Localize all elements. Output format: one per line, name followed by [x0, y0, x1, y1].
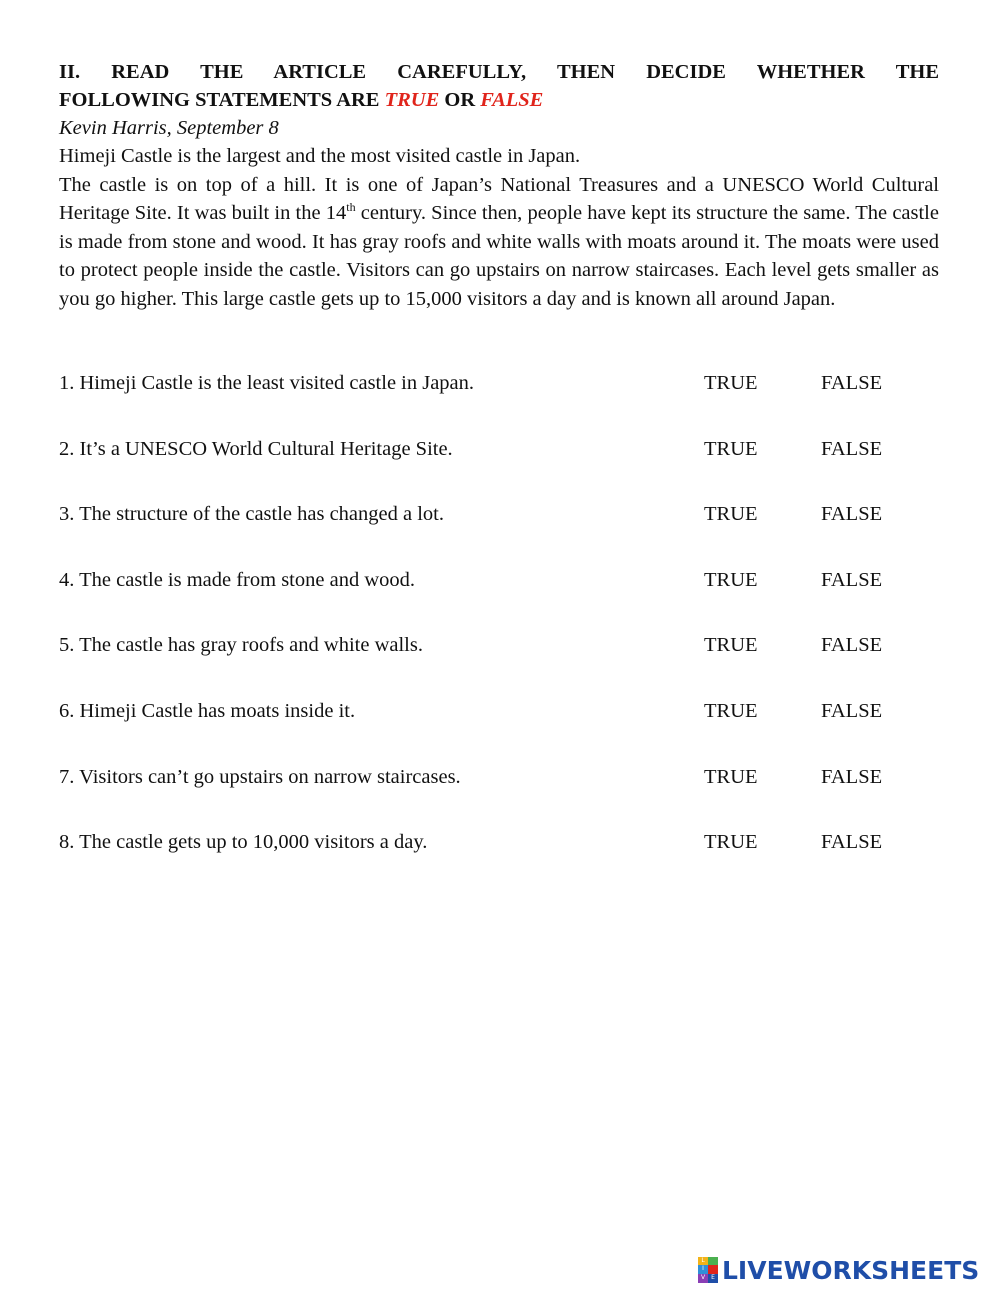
question-row — [59, 563, 939, 629]
heading-or-word: OR — [439, 89, 481, 111]
question-text: 3. The structure of the castle has changed a lot. — [59, 503, 444, 526]
true-option[interactable]: TRUE — [704, 831, 758, 854]
question-row — [59, 694, 939, 760]
question-text: 1. Himeji Castle is the least visited castle in Japan. — [59, 372, 475, 394]
true-option[interactable]: TRUE — [704, 568, 758, 591]
article-body-part-1: The castle is on top of a hill. It is one of Japan’s National Treasures and a UNESCO World Cultural Heritage Site. It was built in the 14 — [59, 173, 939, 224]
article-byline: Kevin Harris, September 8 — [59, 117, 279, 139]
true-option[interactable]: TRUE — [704, 372, 758, 394]
question-text: 2. It’s a UNESCO World Cultural Heritage Site. — [59, 437, 453, 460]
article-body-superscript: th — [346, 200, 356, 215]
false-option[interactable]: FALSE — [821, 699, 883, 722]
question-row — [59, 497, 939, 563]
false-option[interactable]: FALSE — [821, 568, 883, 591]
heading-true-word: TRUE — [384, 89, 440, 111]
heading-line-2-prefix: FOLLOWING STATEMENTS ARE — [59, 89, 385, 111]
question-list — [59, 366, 939, 891]
question-row — [59, 432, 939, 498]
true-option[interactable]: TRUE — [704, 437, 758, 460]
article-intro: Himeji Castle is the largest and the most visited castle in Japan. — [59, 145, 581, 167]
false-option[interactable]: FALSE — [821, 437, 883, 460]
question-text: 5. The castle has gray roofs and white walls. — [59, 634, 423, 657]
false-option[interactable]: FALSE — [821, 634, 883, 657]
true-option[interactable]: TRUE — [704, 503, 758, 526]
false-option[interactable]: FALSE — [821, 372, 883, 394]
instructions-heading — [59, 58, 939, 114]
liveworksheets-logo-icon: L I V E — [698, 1257, 718, 1283]
false-option[interactable]: FALSE — [821, 503, 883, 526]
question-row — [59, 760, 939, 826]
article-body — [59, 171, 939, 314]
false-option[interactable]: FALSE — [821, 831, 883, 854]
true-option[interactable]: TRUE — [704, 765, 758, 788]
question-row — [59, 628, 939, 694]
article-body-part-2: century. Since then, people have kept its structure the same. The castle is made from stone and wood. It has gray roofs and white walls with moats around it. The moats were used to protect people inside the castle. Visitors can go upstairs on narrow staircases. Each level gets smaller as you go higher. This large castle gets up to 15,000 visitors a day and is known all around Japan. — [59, 202, 939, 310]
question-row — [59, 366, 939, 432]
question-text: 7. Visitors can’t go upstairs on narrow staircases. — [59, 765, 461, 788]
heading-line-1: II. READ THE ARTICLE CAREFULLY, THEN DECIDE WHETHER THE — [59, 61, 939, 83]
question-row — [59, 825, 939, 891]
question-text: 4. The castle is made from stone and wood. — [59, 568, 416, 591]
worksheet-page — [59, 58, 939, 313]
question-text: 6. Himeji Castle has moats inside it. — [59, 699, 356, 722]
brand-name: LIVEWORKSHEETS — [722, 1255, 980, 1285]
true-option[interactable]: TRUE — [704, 699, 758, 722]
false-option[interactable]: FALSE — [821, 765, 883, 788]
question-text: 8. The castle gets up to 10,000 visitors a day. — [59, 831, 428, 854]
heading-false-word: FALSE — [480, 89, 544, 111]
true-option[interactable]: TRUE — [704, 634, 758, 657]
liveworksheets-brand — [698, 1255, 979, 1285]
